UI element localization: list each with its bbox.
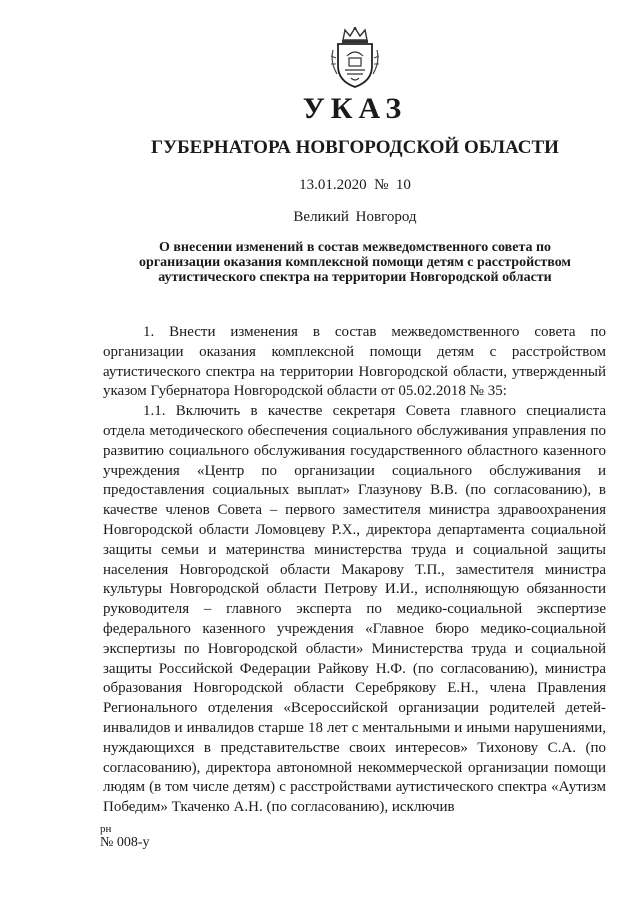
body-paragraph: 1. Внести изменения в состав межведомственного совета по организации оказания комплексной помощи детям с расстройством аутистического спектра на территории Новгородской области, утвержденный указом Губернатора Новгородской области от 05.02.2018 № 35: — [103, 324, 606, 400]
document-number: 10 — [395, 177, 411, 193]
title-line: О внесении изменений в состав межведомственного совета по — [158, 240, 552, 255]
footer-number: № 008-у — [100, 835, 150, 850]
document-date: 13.01.2020 — [299, 177, 367, 193]
document-body — [103, 323, 606, 818]
footer-initials: рн — [100, 823, 112, 835]
document-type-heading: УКАЗ — [302, 92, 408, 125]
document-title — [120, 240, 590, 285]
coat-of-arms-icon — [327, 26, 383, 90]
city-name: Великий Новгород — [293, 209, 417, 225]
title-line: аутистического спектра на территории Новгородской области — [158, 270, 552, 285]
number-sign: № — [374, 177, 389, 193]
footer-code — [100, 825, 150, 851]
title-line: организации оказания комплексной помощи детям с расстройством — [139, 255, 571, 270]
date-number-line — [0, 177, 640, 194]
body-paragraph: 1.1. Включить в качестве секретаря Совета главного специалиста отдела методического обеспечения социального обслуживания управления по развитию социального обслуживания государственного областного казенного учреждения «Центр по организации социального обслуживания и предоставления социальных выплат» Глазунову В.В. (по согласованию), в качестве членов Совета – первого заместителя министра здравоохранения Новгородской области Ломовцеву Р.Х., директора департамента социальной защиты семьи и материнства министерства труда и социальной защиты населения Новгородской области Макарову Т.П., заместителя министра культуры Новгородской области Петрову И.И., исполняющую обязанности руководителя – главного эксперта по медико-социальной экспертизе федерального казенного учреждения «Главное бюро медико-социальной экспертизы по Новгородской области» Министерства труда и социальной защиты Российской Федерации Райкову Н.Ф. (по согласованию), министра образования Новгородской области Серебрякову Е.Н., члена Правления Регионального отделения «Всероссийской организации родителей детей-инвалидов и инвалидов старше 18 лет с ментальными и иными нарушениями, нуждающихся в представительстве своих интересов» Тихонову С.А. (по согласованию), директора автономной некоммерческой организации помощи людям (в том числе детям) с расстройствами аутистического спектра «Аутизм Победим» Ткаченко А.Н. (по согласованию), исключив — [103, 403, 606, 816]
issuer-heading: ГУБЕРНАТОРА НОВГОРОДСКОЙ ОБЛАСТИ — [151, 137, 559, 158]
